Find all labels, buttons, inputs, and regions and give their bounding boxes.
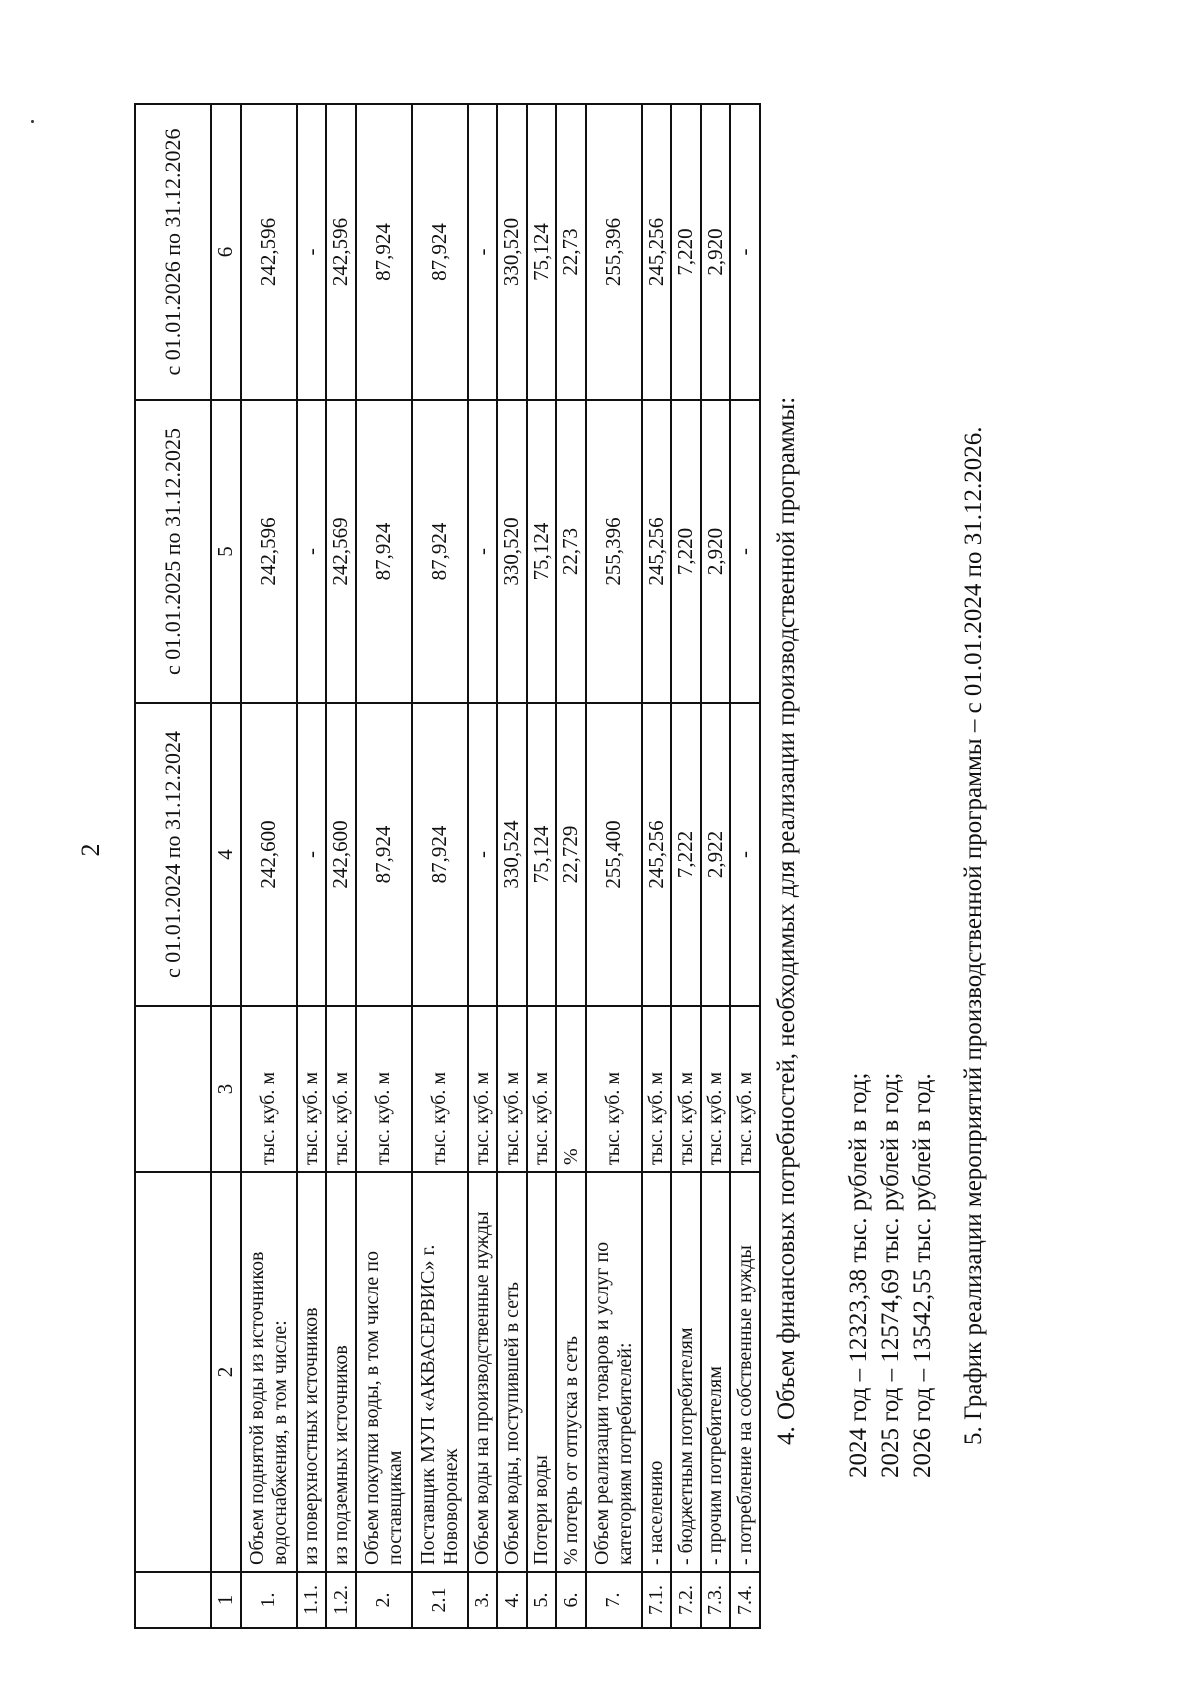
row-number-cell: 6. <box>556 1572 586 1628</box>
column-index-cell: 4 <box>211 703 241 1006</box>
row-unit-cell: тыс. куб. м <box>326 1006 356 1172</box>
table-row <box>527 104 557 1628</box>
table-row <box>730 104 760 1628</box>
value-2024-cell: - <box>468 703 498 1006</box>
value-2025-cell: 87,924 <box>356 400 412 703</box>
value-2026-cell: 245,256 <box>642 104 672 400</box>
value-2024-cell: 22,729 <box>556 703 586 1006</box>
row-number-cell: 7.2. <box>671 1572 701 1628</box>
table-row <box>671 104 701 1628</box>
section-5-heading: 5. График реализации мероприятий производственной программы – с 01.01.2024 по 31.12.2026. <box>960 426 987 1445</box>
value-2025-cell: 22,73 <box>556 400 586 703</box>
table-row <box>701 104 731 1628</box>
value-2025-cell: - <box>297 400 327 703</box>
row-name-cell: % потерь от отпуска в сеть <box>556 1172 586 1572</box>
row-name-cell: - населению <box>642 1172 672 1572</box>
financial-line-2024: 2024 год – 12323,38 тыс. рублей в год; <box>845 1072 872 1478</box>
table-row <box>356 104 412 1628</box>
value-2024-cell: 255,400 <box>586 703 642 1006</box>
scan-speck <box>31 120 34 123</box>
row-unit-cell: тыс. куб. м <box>412 1006 468 1172</box>
row-name-cell: Потери воды <box>527 1172 557 1572</box>
table-row <box>241 104 297 1628</box>
value-2025-cell: - <box>730 400 760 703</box>
value-2025-cell: 242,569 <box>326 400 356 703</box>
production-program-table <box>134 103 761 1629</box>
row-unit-cell: тыс. куб. м <box>642 1006 672 1172</box>
table-row <box>556 104 586 1628</box>
row-number-cell: 5. <box>527 1572 557 1628</box>
row-name-cell: - бюджетным потребителям <box>671 1172 701 1572</box>
table-row <box>468 104 498 1628</box>
row-unit-cell: тыс. куб. м <box>468 1006 498 1172</box>
header-cell <box>135 1572 211 1628</box>
value-2024-cell: 2,922 <box>701 703 731 1006</box>
header-cell-2026: с 01.01.2026 по 31.12.2026 <box>135 104 211 400</box>
value-2026-cell: - <box>730 104 760 400</box>
page-number: 2 <box>76 843 105 857</box>
row-name-cell: из подземных источников <box>326 1172 356 1572</box>
row-name-cell: - потребление на собственные нужды <box>730 1172 760 1572</box>
section-4-heading: 4. Объем финансовых потребностей, необходимых для реализации производственной программы: <box>773 396 800 1445</box>
row-number-cell: 7. <box>586 1572 642 1628</box>
row-unit-cell: тыс. куб. м <box>356 1006 412 1172</box>
value-2025-cell: 255,396 <box>586 400 642 703</box>
row-unit-cell: тыс. куб. м <box>730 1006 760 1172</box>
value-2026-cell: 242,596 <box>326 104 356 400</box>
row-name-cell: Объем реализации товаров и услуг по категориям потребителей: <box>586 1172 642 1572</box>
value-2026-cell: 22,73 <box>556 104 586 400</box>
row-number-cell: 2.1 <box>412 1572 468 1628</box>
value-2025-cell: 87,924 <box>412 400 468 703</box>
header-cell <box>135 1006 211 1172</box>
row-unit-cell: тыс. куб. м <box>527 1006 557 1172</box>
value-2026-cell: 87,924 <box>412 104 468 400</box>
financial-line-2026: 2026 год – 13542,55 тыс. рублей в год. <box>909 1073 936 1478</box>
row-number-cell: 1.2. <box>326 1572 356 1628</box>
header-cell-2024: с 01.01.2024 по 31.12.2024 <box>135 703 211 1006</box>
row-number-cell: 7.1. <box>642 1572 672 1628</box>
value-2025-cell: 242,596 <box>241 400 297 703</box>
value-2026-cell: 87,924 <box>356 104 412 400</box>
row-name-cell: Объем воды на производственные нужды <box>468 1172 498 1572</box>
row-name-cell: - прочим потребителям <box>701 1172 731 1572</box>
row-unit-cell: тыс. куб. м <box>586 1006 642 1172</box>
row-number-cell: 7.3. <box>701 1572 731 1628</box>
row-number-cell: 2. <box>356 1572 412 1628</box>
table-row <box>412 104 468 1628</box>
value-2025-cell: - <box>468 400 498 703</box>
value-2026-cell: 7,220 <box>671 104 701 400</box>
row-unit-cell: тыс. куб. м <box>701 1006 731 1172</box>
row-number-cell: 4. <box>497 1572 527 1628</box>
value-2024-cell: 75,124 <box>527 703 557 1006</box>
row-name-cell: Объем воды, поступившей в сеть <box>497 1172 527 1572</box>
table-body <box>135 104 760 1628</box>
row-name-cell: Поставщик МУП «АКВАСЕРВИС» г. Нововоронеж <box>412 1172 468 1572</box>
header-cell <box>135 1172 211 1572</box>
column-index-cell: 5 <box>211 400 241 703</box>
value-2026-cell: 75,124 <box>527 104 557 400</box>
row-name-cell: из поверхностных источников <box>297 1172 327 1572</box>
value-2024-cell: 245,256 <box>642 703 672 1006</box>
value-2024-cell: 7,222 <box>671 703 701 1006</box>
value-2025-cell: 75,124 <box>527 400 557 703</box>
value-2024-cell: - <box>297 703 327 1006</box>
value-2025-cell: 245,256 <box>642 400 672 703</box>
value-2024-cell: 87,924 <box>356 703 412 1006</box>
value-2024-cell: 242,600 <box>241 703 297 1006</box>
value-2026-cell: 255,396 <box>586 104 642 400</box>
value-2025-cell: 330,520 <box>497 400 527 703</box>
value-2026-cell: - <box>297 104 327 400</box>
header-cell-2025: с 01.01.2025 по 31.12.2025 <box>135 400 211 703</box>
row-number-cell: 1.1. <box>297 1572 327 1628</box>
row-name-cell: Объем покупки воды, в том числе по поставщикам <box>356 1172 412 1572</box>
value-2024-cell: 87,924 <box>412 703 468 1006</box>
row-unit-cell: тыс. куб. м <box>671 1006 701 1172</box>
column-index-cell: 1 <box>211 1572 241 1628</box>
value-2026-cell: 330,520 <box>497 104 527 400</box>
value-2025-cell: 7,220 <box>671 400 701 703</box>
row-number-cell: 7.4. <box>730 1572 760 1628</box>
value-2026-cell: - <box>468 104 498 400</box>
column-index-row <box>211 104 241 1628</box>
table-header-row <box>135 104 211 1628</box>
row-number-cell: 3. <box>468 1572 498 1628</box>
row-number-cell: 1. <box>241 1572 297 1628</box>
column-index-cell: 2 <box>211 1172 241 1572</box>
value-2024-cell: 330,524 <box>497 703 527 1006</box>
row-unit-cell: тыс. куб. м <box>297 1006 327 1172</box>
table-row <box>326 104 356 1628</box>
column-index-cell: 6 <box>211 104 241 400</box>
row-unit-cell: тыс. куб. м <box>497 1006 527 1172</box>
financial-line-2025: 2025 год – 12574,69 тыс. рублей в год; <box>877 1072 904 1478</box>
value-2025-cell: 2,920 <box>701 400 731 703</box>
row-unit-cell: тыс. куб. м <box>241 1006 297 1172</box>
financial-needs-list <box>843 1073 939 1478</box>
row-name-cell: Объем поднятой воды из источников водоснабжения, в том числе: <box>241 1172 297 1572</box>
table-row <box>642 104 672 1628</box>
table-row <box>586 104 642 1628</box>
value-2024-cell: - <box>730 703 760 1006</box>
value-2026-cell: 242,596 <box>241 104 297 400</box>
row-unit-cell: % <box>556 1006 586 1172</box>
value-2026-cell: 2,920 <box>701 104 731 400</box>
table-row <box>297 104 327 1628</box>
column-index-cell: 3 <box>211 1006 241 1172</box>
value-2024-cell: 242,600 <box>326 703 356 1006</box>
table-row <box>497 104 527 1628</box>
